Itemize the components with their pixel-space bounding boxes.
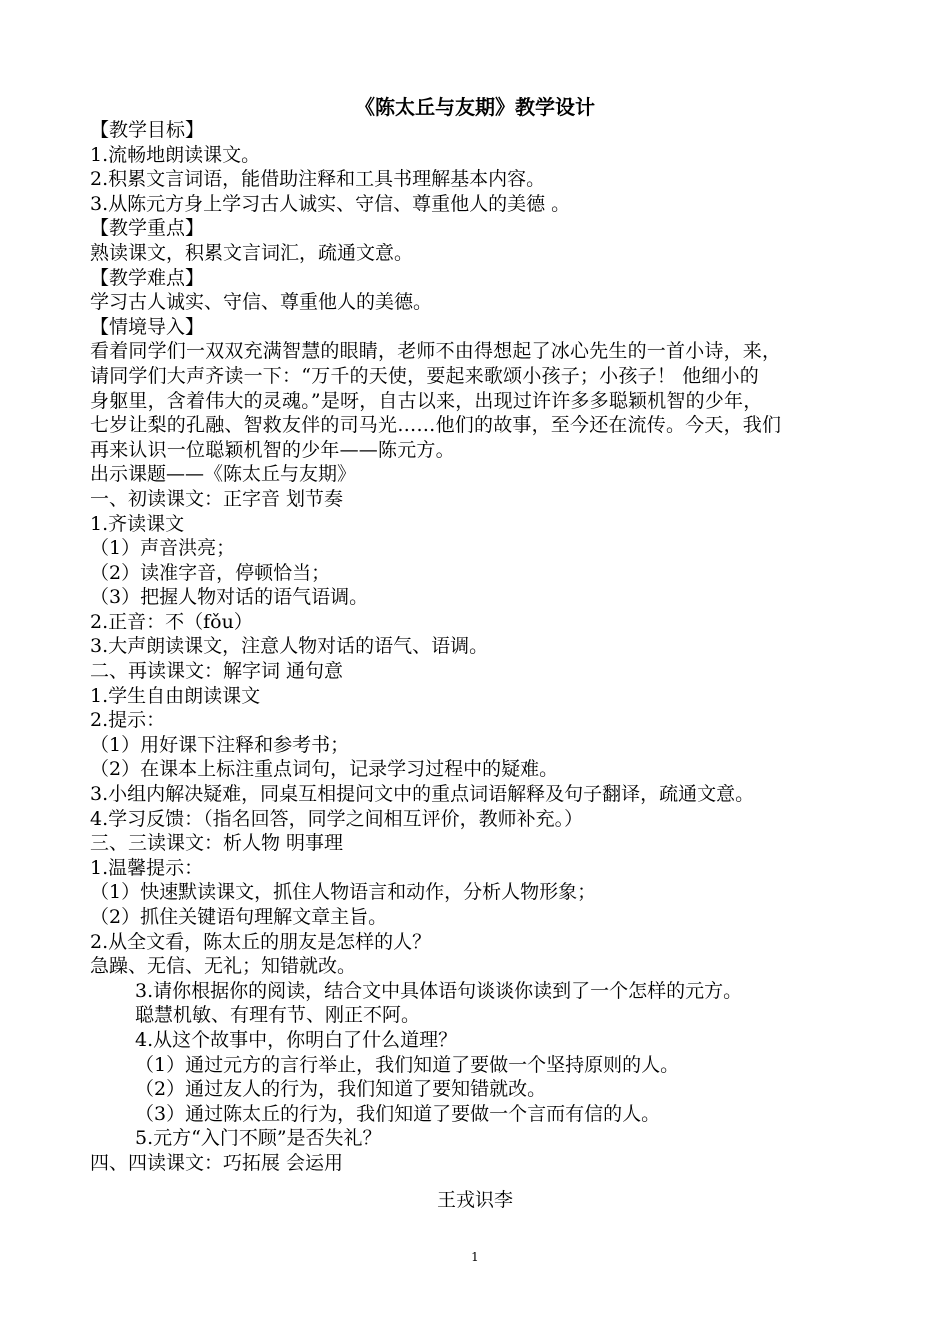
- step-heading-second-reading: 二、再读课文：解字词 通句意: [90, 660, 344, 683]
- objective-item: 1.流畅地朗读课文。: [90, 143, 261, 166]
- step-item: 2.正音：不（fǒu）: [90, 610, 253, 633]
- document-body: [90, 118, 880, 1176]
- paragraph-line: 七岁让梨的孔融、智救友伴的司马光……他们的故事，至今还在流传。今天，我们: [90, 414, 782, 437]
- page-number: 1: [471, 1250, 479, 1264]
- step-subitem: （2）抓住关键语句理解文章主旨。: [90, 906, 388, 928]
- step-item: 2.提示：: [90, 709, 166, 732]
- objective-item: 2.积累文言词语，能借助注释和工具书理解基本内容。: [90, 168, 546, 191]
- step-heading-first-reading: 一、初读课文：正字音 划节奏: [90, 487, 344, 510]
- document-title: 《陈太丘与友期》教学设计: [355, 95, 595, 119]
- section-heading-key-points: 【教学重点】: [90, 217, 205, 240]
- step-subitem: （2）在课本上标注重点词句，记录学习过程中的疑难。: [90, 758, 559, 781]
- objective-item: 3.从陈元方身上学习古人诚实、守信、尊重他人的美德 。: [90, 192, 571, 215]
- step-subitem: （1）声音洪亮；: [90, 537, 236, 560]
- step-answer: 急躁、无信、无礼；知错就改。: [90, 955, 357, 978]
- step-item: 4.学习反馈：（指名回答，同学之间相互评价，教师补充。）: [90, 807, 584, 830]
- step-item: 1.温馨提示：: [90, 856, 204, 879]
- step-item: 1.学生自由朗读课文: [90, 684, 261, 707]
- step-heading-third-reading: 三、三读课文：析人物 明事理: [90, 832, 344, 855]
- step-subitem: （2）通过友人的行为，我们知道了要知错就改。: [135, 1078, 547, 1101]
- introduction-paragraph: [90, 339, 880, 462]
- step-subitem: （1）通过元方的言行举止，我们知道了要做一个坚持原则的人。: [135, 1053, 680, 1076]
- step-answer: 聪慧机敏、有理有节、刚正不阿。: [135, 1004, 421, 1027]
- step-subitem: （2）读准字音，停顿恰当；: [90, 561, 331, 584]
- step-item: 3.大声朗读课文，注意人物对话的语气、语调。: [90, 635, 489, 658]
- step-item: 3.请你根据你的阅读，结合文中具体语句谈谈你读到了一个怎样的元方。: [135, 979, 743, 1002]
- key-point-text: 熟读课文，积累文言词汇，疏通文意。: [90, 241, 414, 264]
- step-heading-fourth-reading: 四、四读课文：巧拓展 会运用: [90, 1151, 344, 1174]
- section-heading-introduction: 【情境导入】: [90, 315, 205, 338]
- step-subitem: （1）用好课下注释和参考书；: [90, 733, 350, 756]
- section-heading-objectives: 【教学目标】: [90, 119, 205, 141]
- paragraph-line: 看着同学们一双双充满智慧的眼睛，老师不由得想起了冰心先生的一首小诗，来，: [90, 340, 782, 363]
- step-subitem: （3）通过陈太丘的行为，我们知道了要做一个言而有信的人。: [135, 1102, 661, 1125]
- section-heading-difficulties: 【教学难点】: [90, 266, 205, 289]
- step-subitem: （1）快速默读课文，抓住人物语言和动作，分析人物形象；: [90, 881, 597, 904]
- step-item: 3.小组内解决疑难，同桌互相提问文中的重点词语解释及句子翻译，疏通文意。: [90, 783, 755, 806]
- paragraph-line: 再来认识一位聪颖机智的少年——陈元方。: [90, 438, 455, 461]
- paragraph-line: 身躯里，含着伟大的灵魂。”是呀，自古以来，出现过许许多多聪颖机智的少年，: [90, 389, 763, 412]
- step-item: 5.元方“入门不顾”是否失礼？: [135, 1127, 382, 1150]
- step-item: 1.齐读课文: [90, 512, 185, 535]
- difficulty-text: 学习古人诚实、守信、尊重他人的美德。: [90, 291, 433, 314]
- step-item: 4.从这个故事中，你明白了什么道理？: [135, 1028, 458, 1051]
- subheading-wang-rong: 王戎识李: [436, 1189, 513, 1211]
- step-item: 2.从全文看，陈太丘的朋友是怎样的人？: [90, 930, 432, 953]
- lesson-topic-line: 出示课题——《陈太丘与友期》: [90, 463, 357, 486]
- step-subitem: （3）把握人物对话的语气语调。: [90, 586, 369, 609]
- paragraph-line: 请同学们大声齐读一下：“万千的天使，要起来歌颂小孩子；小孩子！ 他细小的: [90, 364, 759, 387]
